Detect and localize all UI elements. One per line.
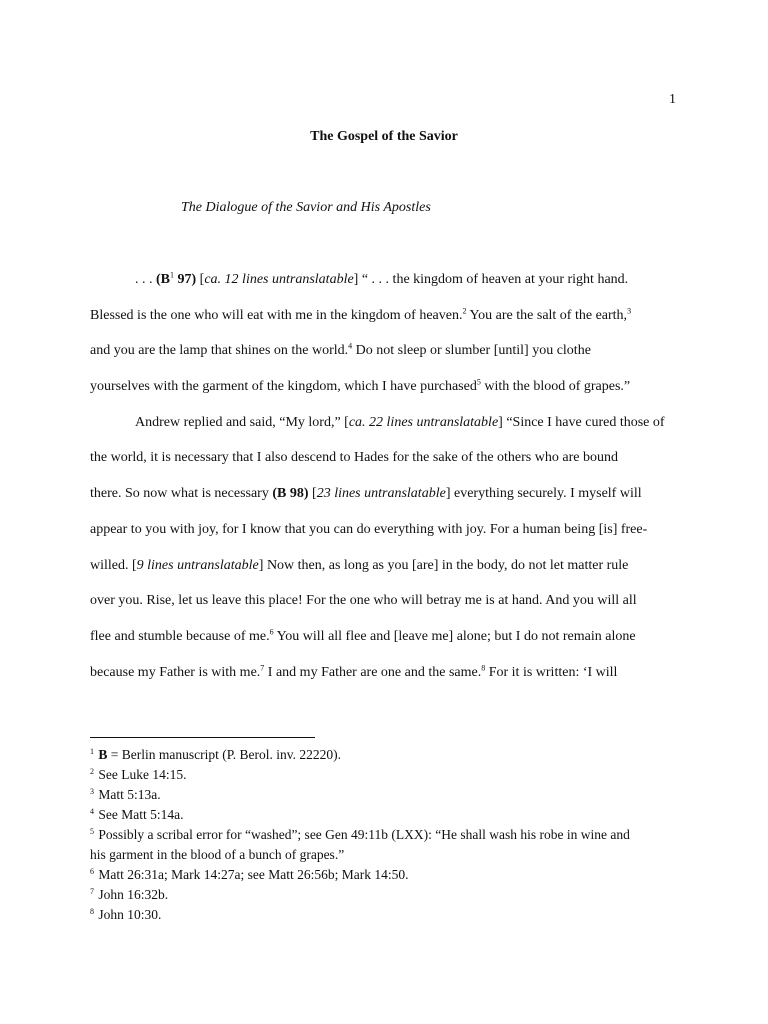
text-segment: yourselves with the garment of the kingdom, which I have purchased bbox=[90, 379, 477, 395]
document-title: The Gospel of the Savior bbox=[310, 129, 458, 144]
footnote-item bbox=[90, 745, 680, 765]
body-line bbox=[90, 627, 680, 663]
footnote-mark: 5 bbox=[90, 826, 94, 836]
text-segment: ] “Since I have cured those of bbox=[498, 414, 665, 430]
body-line bbox=[90, 413, 680, 449]
footnote-text: John 16:32b. bbox=[98, 887, 169, 902]
text-segment: Do not sleep or slumber [until] you clothe bbox=[352, 343, 591, 359]
text-segment: with the blood of grapes.” bbox=[480, 379, 631, 395]
body-line bbox=[90, 306, 680, 342]
text-segment: ] everything securely. I myself will bbox=[445, 486, 642, 502]
footnote-text: See Matt 5:14a. bbox=[98, 807, 184, 822]
footnote-reference: 2 bbox=[462, 306, 467, 316]
body-line bbox=[90, 663, 680, 699]
footnote-item bbox=[90, 865, 680, 885]
text-segment: . . . bbox=[135, 272, 156, 287]
text-segment: the world, it is necessary that I also descend to Hades for the sake of the others who are bound bbox=[90, 450, 618, 466]
text-segment: You are the salt of the earth, bbox=[466, 307, 628, 323]
footnote-reference: 8 bbox=[481, 662, 486, 672]
text-segment: willed. [ bbox=[90, 557, 137, 573]
bold-text: 97) bbox=[174, 272, 197, 287]
footnote-item bbox=[90, 765, 680, 785]
italic-text: 23 lines untranslatable bbox=[316, 486, 446, 502]
footnote-text: Possibly a scribal error for “washed”; see Gen 49:11b (LXX): “He shall wash his robe in wine and bbox=[98, 827, 630, 842]
text-segment: there. So now what is necessary bbox=[90, 486, 273, 502]
text-segment: and you are the lamp that shines on the world. bbox=[90, 343, 349, 359]
bold-text: B bbox=[98, 747, 108, 762]
text-segment: For it is written: ‘I will bbox=[485, 664, 618, 680]
footnote-item bbox=[90, 845, 680, 865]
text-segment: flee and stumble because of me. bbox=[90, 628, 270, 644]
text-segment: [ bbox=[196, 272, 205, 287]
footnote-reference: 5 bbox=[476, 377, 481, 387]
footnote-reference: 6 bbox=[269, 627, 274, 637]
footnote-item bbox=[90, 885, 680, 905]
text-segment: Andrew replied and said, “My lord,” [ bbox=[135, 414, 349, 430]
text-segment: ] Now then, as long as you [are] in the body, do not let matter rule bbox=[258, 557, 629, 573]
footnote-mark: 6 bbox=[90, 866, 94, 876]
italic-text: ca. 22 lines untranslatable bbox=[348, 414, 499, 430]
footnote-mark: 4 bbox=[90, 806, 94, 816]
body-line bbox=[90, 484, 680, 520]
footnote-divider bbox=[90, 737, 315, 738]
footnote-text: Matt 5:13a. bbox=[98, 787, 161, 802]
bold-text: (B 98) bbox=[272, 486, 309, 502]
footnote-reference: 1 bbox=[170, 270, 174, 280]
footnote-reference: 3 bbox=[627, 306, 632, 316]
footnote-item bbox=[90, 805, 680, 825]
footnote-text: = Berlin manuscript (P. Berol. inv. 22220). bbox=[107, 747, 341, 762]
body-line bbox=[90, 270, 680, 306]
text-segment: Blessed is the one who will eat with me in the kingdom of heaven. bbox=[90, 307, 463, 323]
footnote-item bbox=[90, 905, 680, 925]
text-segment: [ bbox=[308, 486, 317, 502]
text-segment: over you. Rise, let us leave this place! For the one who will betray me is at hand. And you will all bbox=[90, 593, 637, 609]
italic-text: ca. 12 lines untranslatable bbox=[204, 272, 354, 287]
bold-text: (B bbox=[156, 272, 170, 287]
footnote-text: John 10:30. bbox=[98, 907, 162, 922]
page-number: 1 bbox=[669, 92, 676, 107]
body-line bbox=[90, 448, 680, 484]
footnote-mark: 8 bbox=[90, 906, 94, 916]
footnote-reference: 4 bbox=[348, 341, 353, 351]
document-subtitle: The Dialogue of the Savior and His Apostles bbox=[181, 200, 431, 215]
body-line bbox=[90, 341, 680, 377]
footnote-reference: 7 bbox=[260, 662, 265, 672]
text-segment: appear to you with joy, for I know that you can do everything with joy. For a human being [is] free- bbox=[90, 521, 648, 537]
body-text bbox=[90, 270, 680, 698]
footnote-text: See Luke 14:15. bbox=[98, 767, 187, 782]
body-line bbox=[90, 520, 680, 556]
footnote-item bbox=[90, 825, 680, 845]
footnote-mark: 7 bbox=[90, 886, 94, 896]
text-segment: because my Father is with me. bbox=[90, 664, 261, 680]
text-segment: I and my Father are one and the same. bbox=[264, 664, 482, 680]
footnote-text: Matt 26:31a; Mark 14:27a; see Matt 26:56b; Mark 14:50. bbox=[98, 867, 409, 882]
footnotes bbox=[90, 745, 680, 925]
text-segment: You will all flee and [leave me] alone; but I do not remain alone bbox=[273, 628, 636, 644]
footnote-text: his garment in the blood of a bunch of grapes.” bbox=[90, 847, 345, 862]
text-segment: ] “ . . . the kingdom of heaven at your right hand. bbox=[353, 272, 629, 287]
footnote-mark: 3 bbox=[90, 786, 94, 796]
body-line bbox=[90, 556, 680, 592]
body-line bbox=[90, 377, 680, 413]
italic-text: 9 lines untranslatable bbox=[136, 557, 259, 573]
body-line bbox=[90, 591, 680, 627]
footnote-mark: 2 bbox=[90, 766, 94, 776]
footnote-item bbox=[90, 785, 680, 805]
footnote-mark: 1 bbox=[90, 746, 94, 756]
